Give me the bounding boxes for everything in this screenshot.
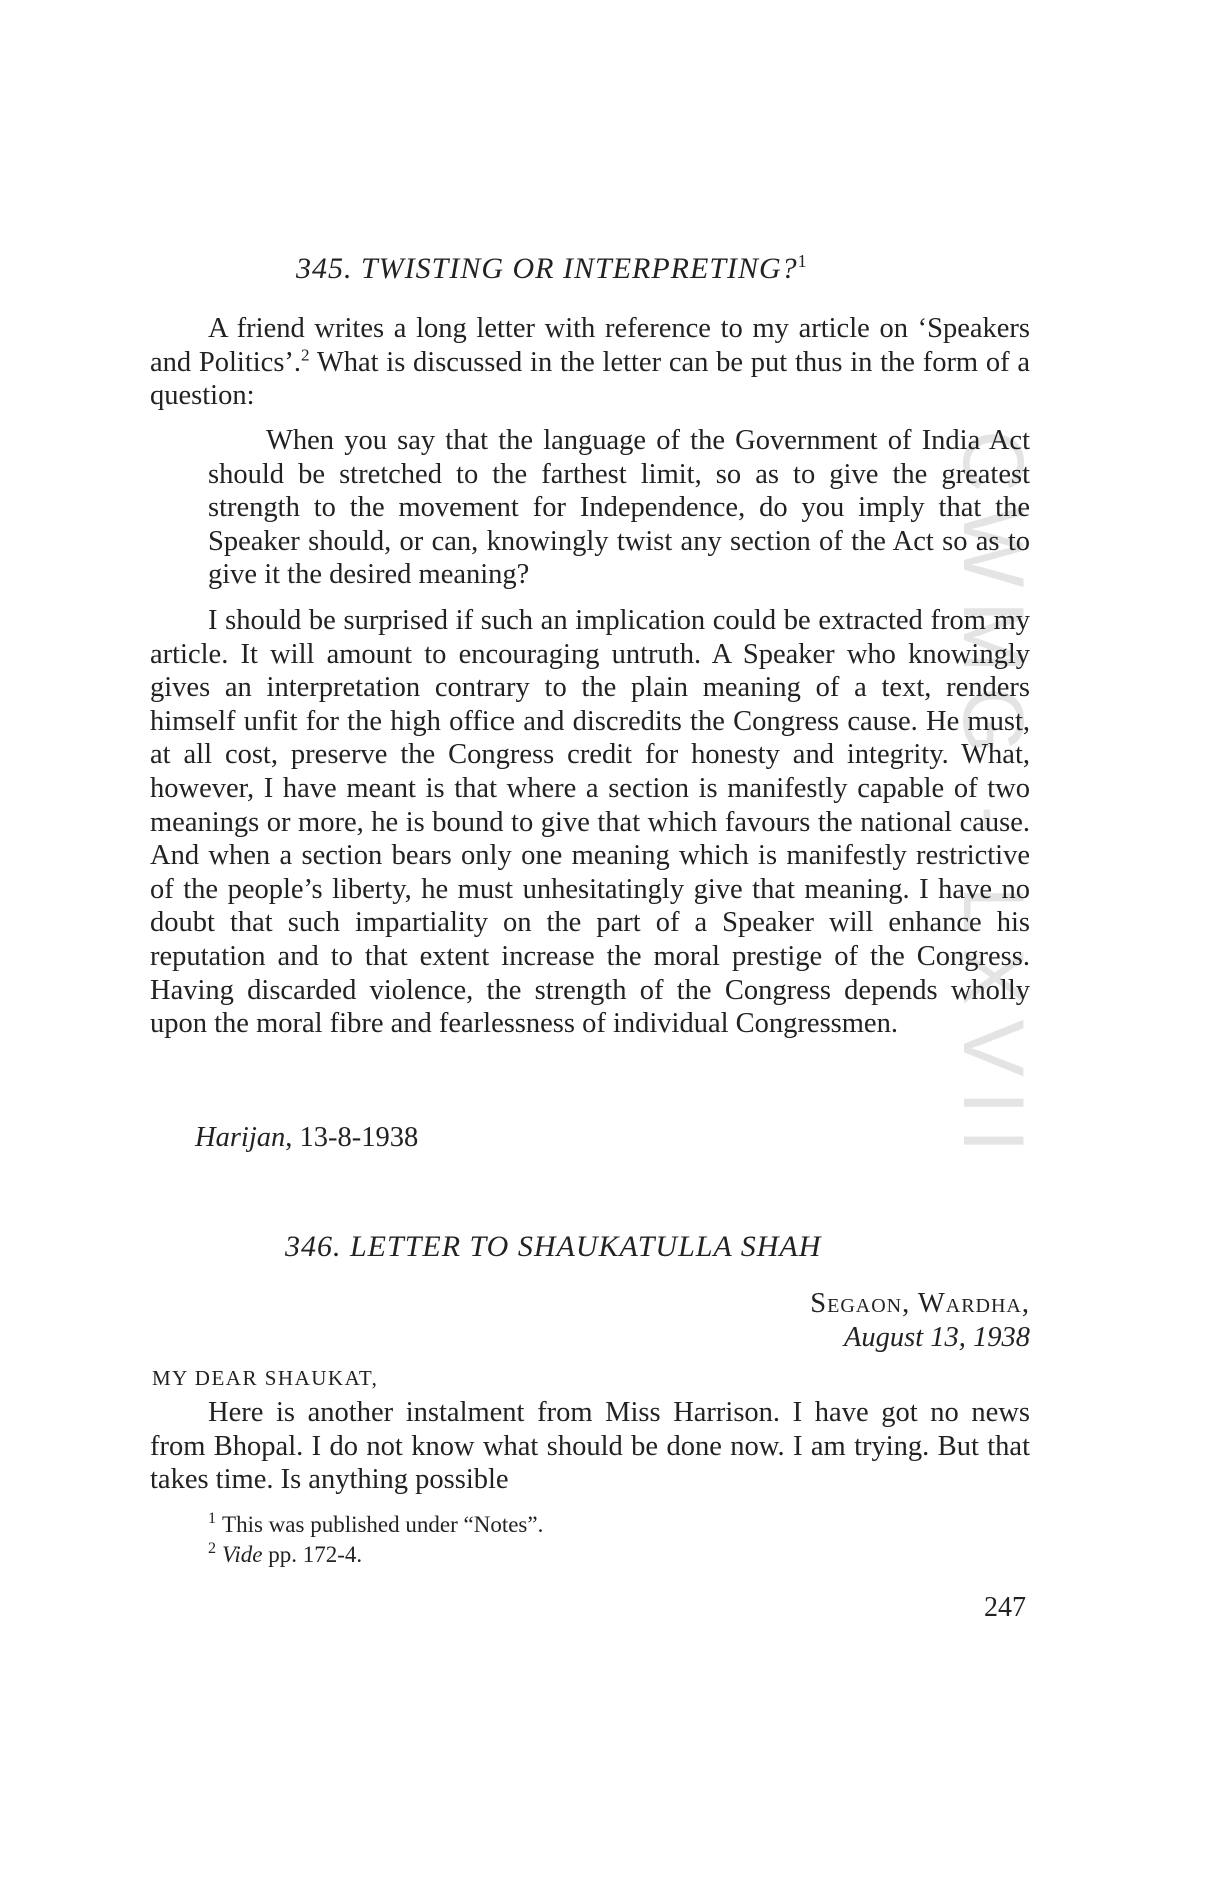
intro-text-2: What is discussed in the letter can be put thus in the form of a question: bbox=[150, 346, 1030, 412]
article-345-body bbox=[150, 604, 1030, 1041]
footnote-2 bbox=[208, 1540, 362, 1570]
article-345-quote bbox=[208, 424, 1030, 592]
letter-body-text: Here is another instalment from Miss Harrison. I have got no news from Bhopal. I do not know what should be done now. I am trying. But that takes time. Is anything possible bbox=[150, 1397, 1030, 1496]
heading-footnote-ref: 1 bbox=[797, 251, 808, 271]
article-345-intro bbox=[150, 312, 1030, 413]
intro-text-1: A friend writes a long letter with reference to my article on ‘Speakers and Politics’. bbox=[150, 313, 1030, 378]
letter-place: Segaon, Wardha, bbox=[810, 1288, 1030, 1319]
letter-date: August 13, 1938 bbox=[843, 1322, 1030, 1353]
article-346-heading: 346. LETTER TO SHAUKATULLA SHAH bbox=[285, 1230, 822, 1263]
intro-footnote-ref: 2 bbox=[301, 345, 310, 365]
footnote-1 bbox=[208, 1510, 543, 1540]
article-345-heading bbox=[296, 252, 808, 286]
source-name: Harijan bbox=[195, 1122, 286, 1153]
quote-text: When you say that the language of the Government of India Act should be stretched to the farthest limit, so as to give the greatest strength to the movement for Independence, do you imply that the Speaker should, or can, knowingly twist any section of the Act so as to give it the desired meaning? bbox=[208, 425, 1030, 591]
footnote-2-number: 2 bbox=[208, 1540, 217, 1558]
body-text: I should be surprised if such an implication could be extracted from my article. It will amount to encouraging untruth. A Speaker who knowingly gives an interpretation contrary to the plain meaning of a text, renders himself unfit for the high office and discredits the Congress cause. He must, at all cost, preserve the Congress credit for honesty and integrity. What, however, I have meant is that where a section is manifestly capable of two meanings or more, he is bound to give that which favours the national cause. And when a section bears only one meaning which is manifestly restrictive of the people’s liberty, he must unhesitatingly give that meaning. I have no doubt that such impartiality on the part of a Speaker will enhance his reputation and to that extent increase the moral prestige of the Congress. Having discarded violence, the strength of the Congress depends wholly upon the moral fibre and fearlessness of individual Congressmen. bbox=[150, 605, 1030, 1040]
footnote-1-text: This was published under “Notes”. bbox=[222, 1512, 544, 1537]
footnote-2-text: pp. 172-4. bbox=[262, 1542, 363, 1567]
watermark: CWMG - LXVII bbox=[945, 430, 1041, 1167]
article-345-heading-text: 345. TWISTING OR INTERPRETING? bbox=[296, 252, 798, 285]
article-345-source bbox=[195, 1122, 418, 1154]
footnote-1-number: 1 bbox=[208, 1510, 217, 1528]
source-date: , 13-8-1938 bbox=[285, 1122, 419, 1153]
footnote-2-vide: Vide bbox=[222, 1542, 263, 1567]
page-number: 247 bbox=[984, 1592, 1026, 1623]
letter-salutation: MY DEAR SHAUKAT, bbox=[152, 1366, 379, 1390]
article-346-body bbox=[150, 1396, 1030, 1497]
